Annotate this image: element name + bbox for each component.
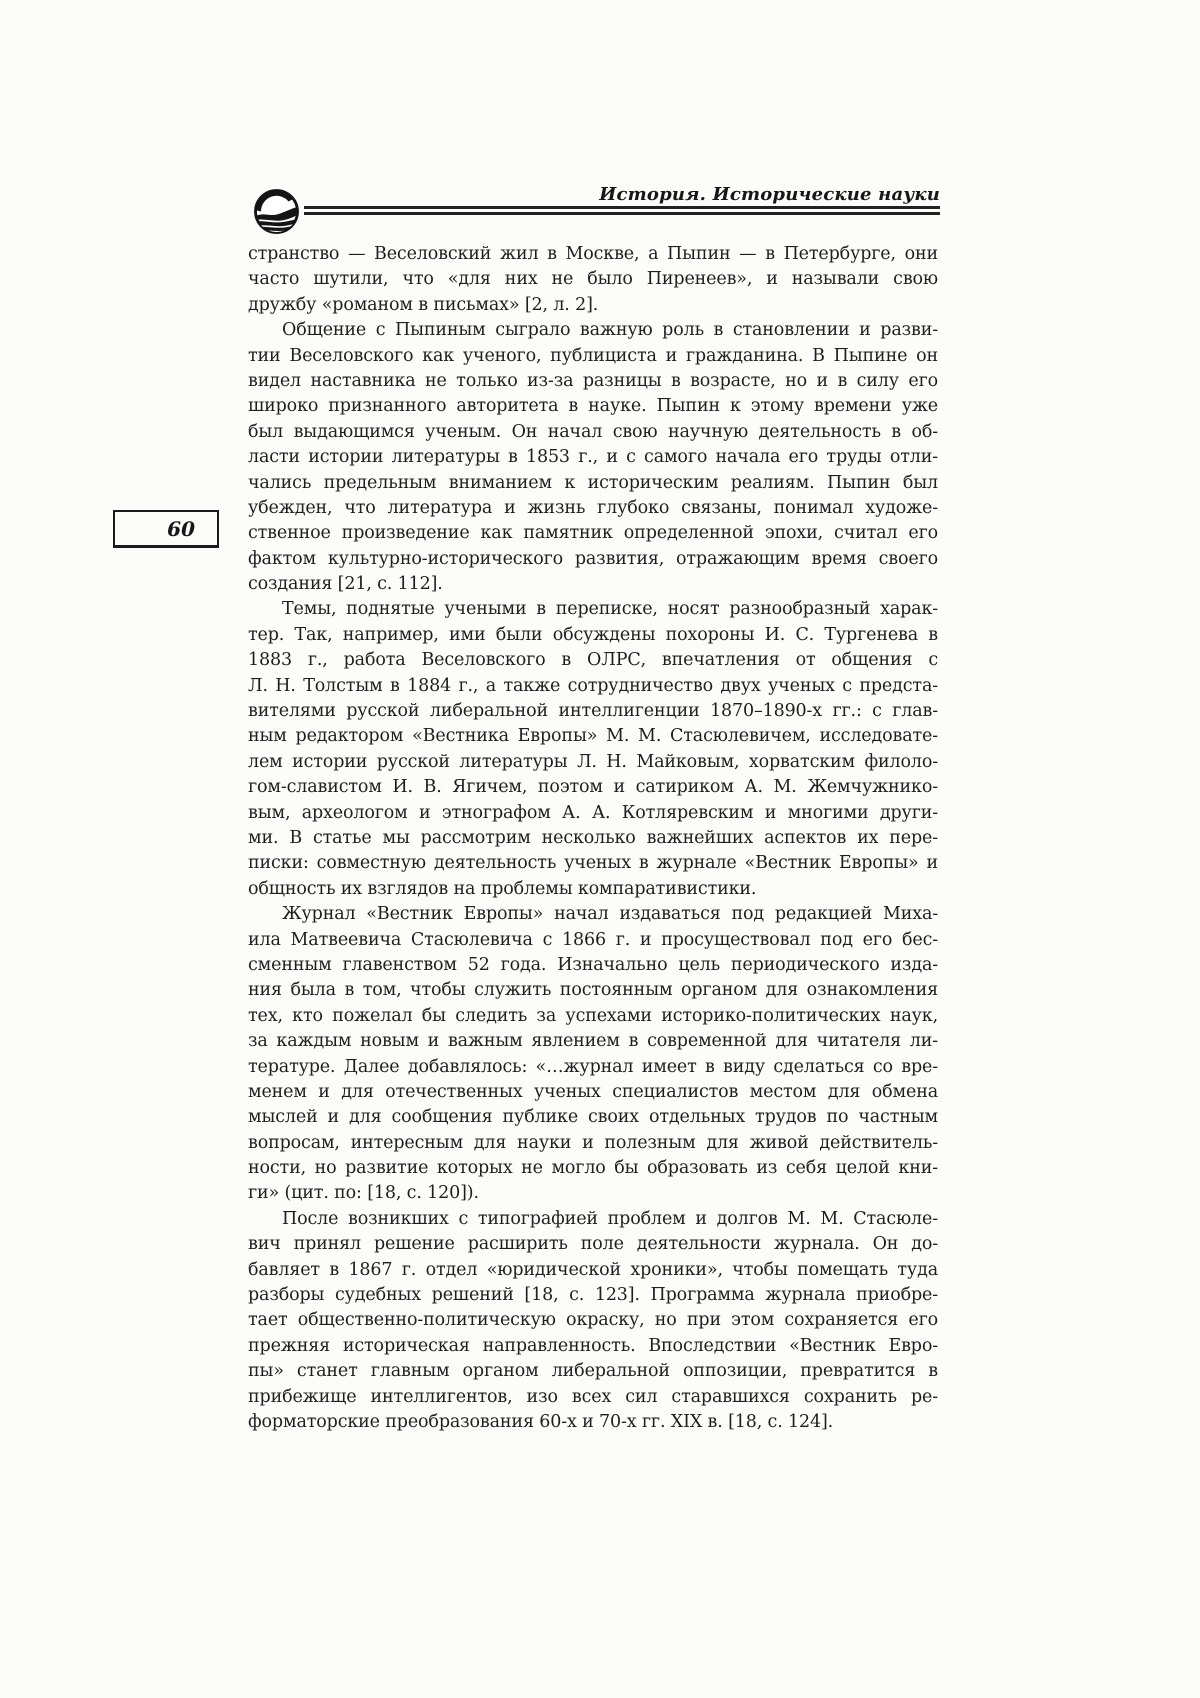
text-line: Темы, поднятые учеными в переписке, носят разнообразный харак- — [282, 599, 938, 620]
text-line: создания [21, с. 112]. — [248, 574, 443, 595]
text-line: тает общественно-политическую окраску, но при этом сохраняется его — [248, 1310, 938, 1331]
paragraph — [248, 242, 938, 318]
text-line: вым, археологом и этнографом А. А. Котляревским и многими други- — [248, 802, 938, 823]
text-line: видел наставника не только из-за разницы в возрасте, но и в силу его — [248, 370, 938, 391]
text-line: вителями русской либеральной интеллигенции 1870–1890-х гг.: с глав- — [248, 701, 938, 722]
paragraph — [248, 597, 938, 902]
text-line: убежден, что литература и жизнь глубоко связаны, понимал художе- — [248, 497, 938, 518]
text-line: часто шутили, что «для них не было Пиренеев», и называли свою — [248, 269, 938, 290]
text-line: фактом культурно-исторического развития, отражающим время своего — [248, 548, 938, 569]
page-number: 60 — [167, 516, 195, 541]
text-line: чались предельным вниманием к историческим реалиям. Пыпин был — [248, 472, 938, 493]
text-line: форматорские преобразования 60-х и 70-х гг. XIX в. [18, с. 124]. — [248, 1411, 834, 1432]
text-line: менем и для отечественных ученых специалистов местом для обмена — [248, 1081, 938, 1102]
text-line: был выдающимся ученым. Он начал свою научную деятельность в об- — [248, 421, 938, 442]
text-line: ласти истории литературы в 1853 г., и с самого начала его труды отли- — [248, 447, 938, 468]
header-rule — [304, 206, 940, 215]
text-line: ила Матвеевича Стасюлевича с 1866 г. и просуществовал под его бес- — [248, 929, 938, 950]
text-line: дружбу «романом в письмах» [2, л. 2]. — [248, 294, 599, 315]
text-line: ственное произведение как памятник определенной эпохи, считал его — [248, 523, 938, 544]
text-line: Журнал «Вестник Европы» начал издаваться под редакцией Миха- — [282, 904, 938, 925]
text-line: гом-славистом И. В. Ягичем, поэтом и сатириком А. М. Жемчужнико- — [248, 777, 938, 798]
text-line: лем истории русской литературы Л. Н. Майковым, хорватским филоло- — [248, 751, 938, 772]
text-line: писки: совместную деятельность ученых в журнале «Вестник Европы» и — [248, 853, 938, 874]
text-line: прежняя историческая направленность. Впоследствии «Вестник Евро- — [248, 1335, 938, 1356]
page-number-box — [113, 510, 219, 548]
text-line: 1883 г., работа Веселовского в ОЛРС, впечатления от общения с — [248, 650, 938, 671]
text-line: сменным главенством 52 года. Изначально цель периодического изда- — [248, 954, 938, 975]
running-head: История. Исторические науки — [599, 184, 940, 205]
text-line: прибежище интеллигентов, изо всех сил старавшихся сохранить ре- — [248, 1386, 938, 1407]
text-line: ности, но развитие которых не могло бы образовать из себя целой кни- — [248, 1158, 938, 1179]
text-line: общность их взглядов на проблемы компаративистики. — [248, 878, 757, 899]
text-line: вич принял решение расширить поле деятельности журнала. Он до- — [248, 1234, 938, 1255]
text-line: странство — Веселовский жил в Москве, а Пыпин — в Петербурге, они — [248, 244, 938, 264]
text-line: пы» станет главным органом либеральной оппозиции, превратится в — [248, 1361, 938, 1382]
text-line: Л. Н. Толстым в 1884 г., а также сотрудничество двух ученых с предста- — [248, 675, 938, 696]
text-line: широко признанного авторитета в науке. Пыпин к этому времени уже — [248, 396, 938, 417]
text-line: ги» (цит. по: [18, с. 120]). — [248, 1183, 479, 1204]
text-line: мыслей и для сообщения публике своих отдельных трудов по частным — [248, 1107, 938, 1128]
text-line: тех, кто пожелал бы следить за успехами историко-политических наук, — [248, 1005, 938, 1026]
publisher-wave-globe-icon — [253, 188, 300, 235]
text-line: тературе. Далее добавлялось: «…журнал имеет в виду сделаться со вре- — [248, 1056, 938, 1077]
text-line: за каждым новым и важным явлением в современной для читателя ли- — [248, 1031, 938, 1052]
paragraph — [248, 318, 938, 597]
text-line: тии Веселовского как ученого, публициста и гражданина. В Пыпине он — [248, 345, 938, 366]
text-line: ми. В статье мы рассмотрим несколько важнейших аспектов их пере- — [248, 827, 938, 848]
text-line: ния была в том, чтобы служить постоянным органом для ознакомления — [248, 980, 938, 1001]
text-line: тер. Так, например, ими были обсуждены похороны И. С. Тургенева в — [248, 624, 938, 645]
text-line: разборы судебных решений [18, с. 123]. Программа журнала приобре- — [248, 1285, 938, 1306]
body-text-block — [248, 242, 938, 1435]
text-line: После возникших с типографией проблем и долгов М. М. Стасюле- — [282, 1208, 938, 1229]
paragraph — [248, 902, 938, 1207]
text-line: Общение с Пыпиным сыграло важную роль в становлении и разви- — [282, 320, 938, 341]
text-line: ным редактором «Вестника Европы» М. М. Стасюлевичем, исследовате- — [248, 726, 938, 747]
text-line: вопросам, интересным для науки и полезным для живой действитель- — [248, 1132, 938, 1153]
text-line: бавляет в 1867 г. отдел «юридической хроники», чтобы помещать туда — [248, 1259, 938, 1280]
paragraph — [248, 1207, 938, 1436]
